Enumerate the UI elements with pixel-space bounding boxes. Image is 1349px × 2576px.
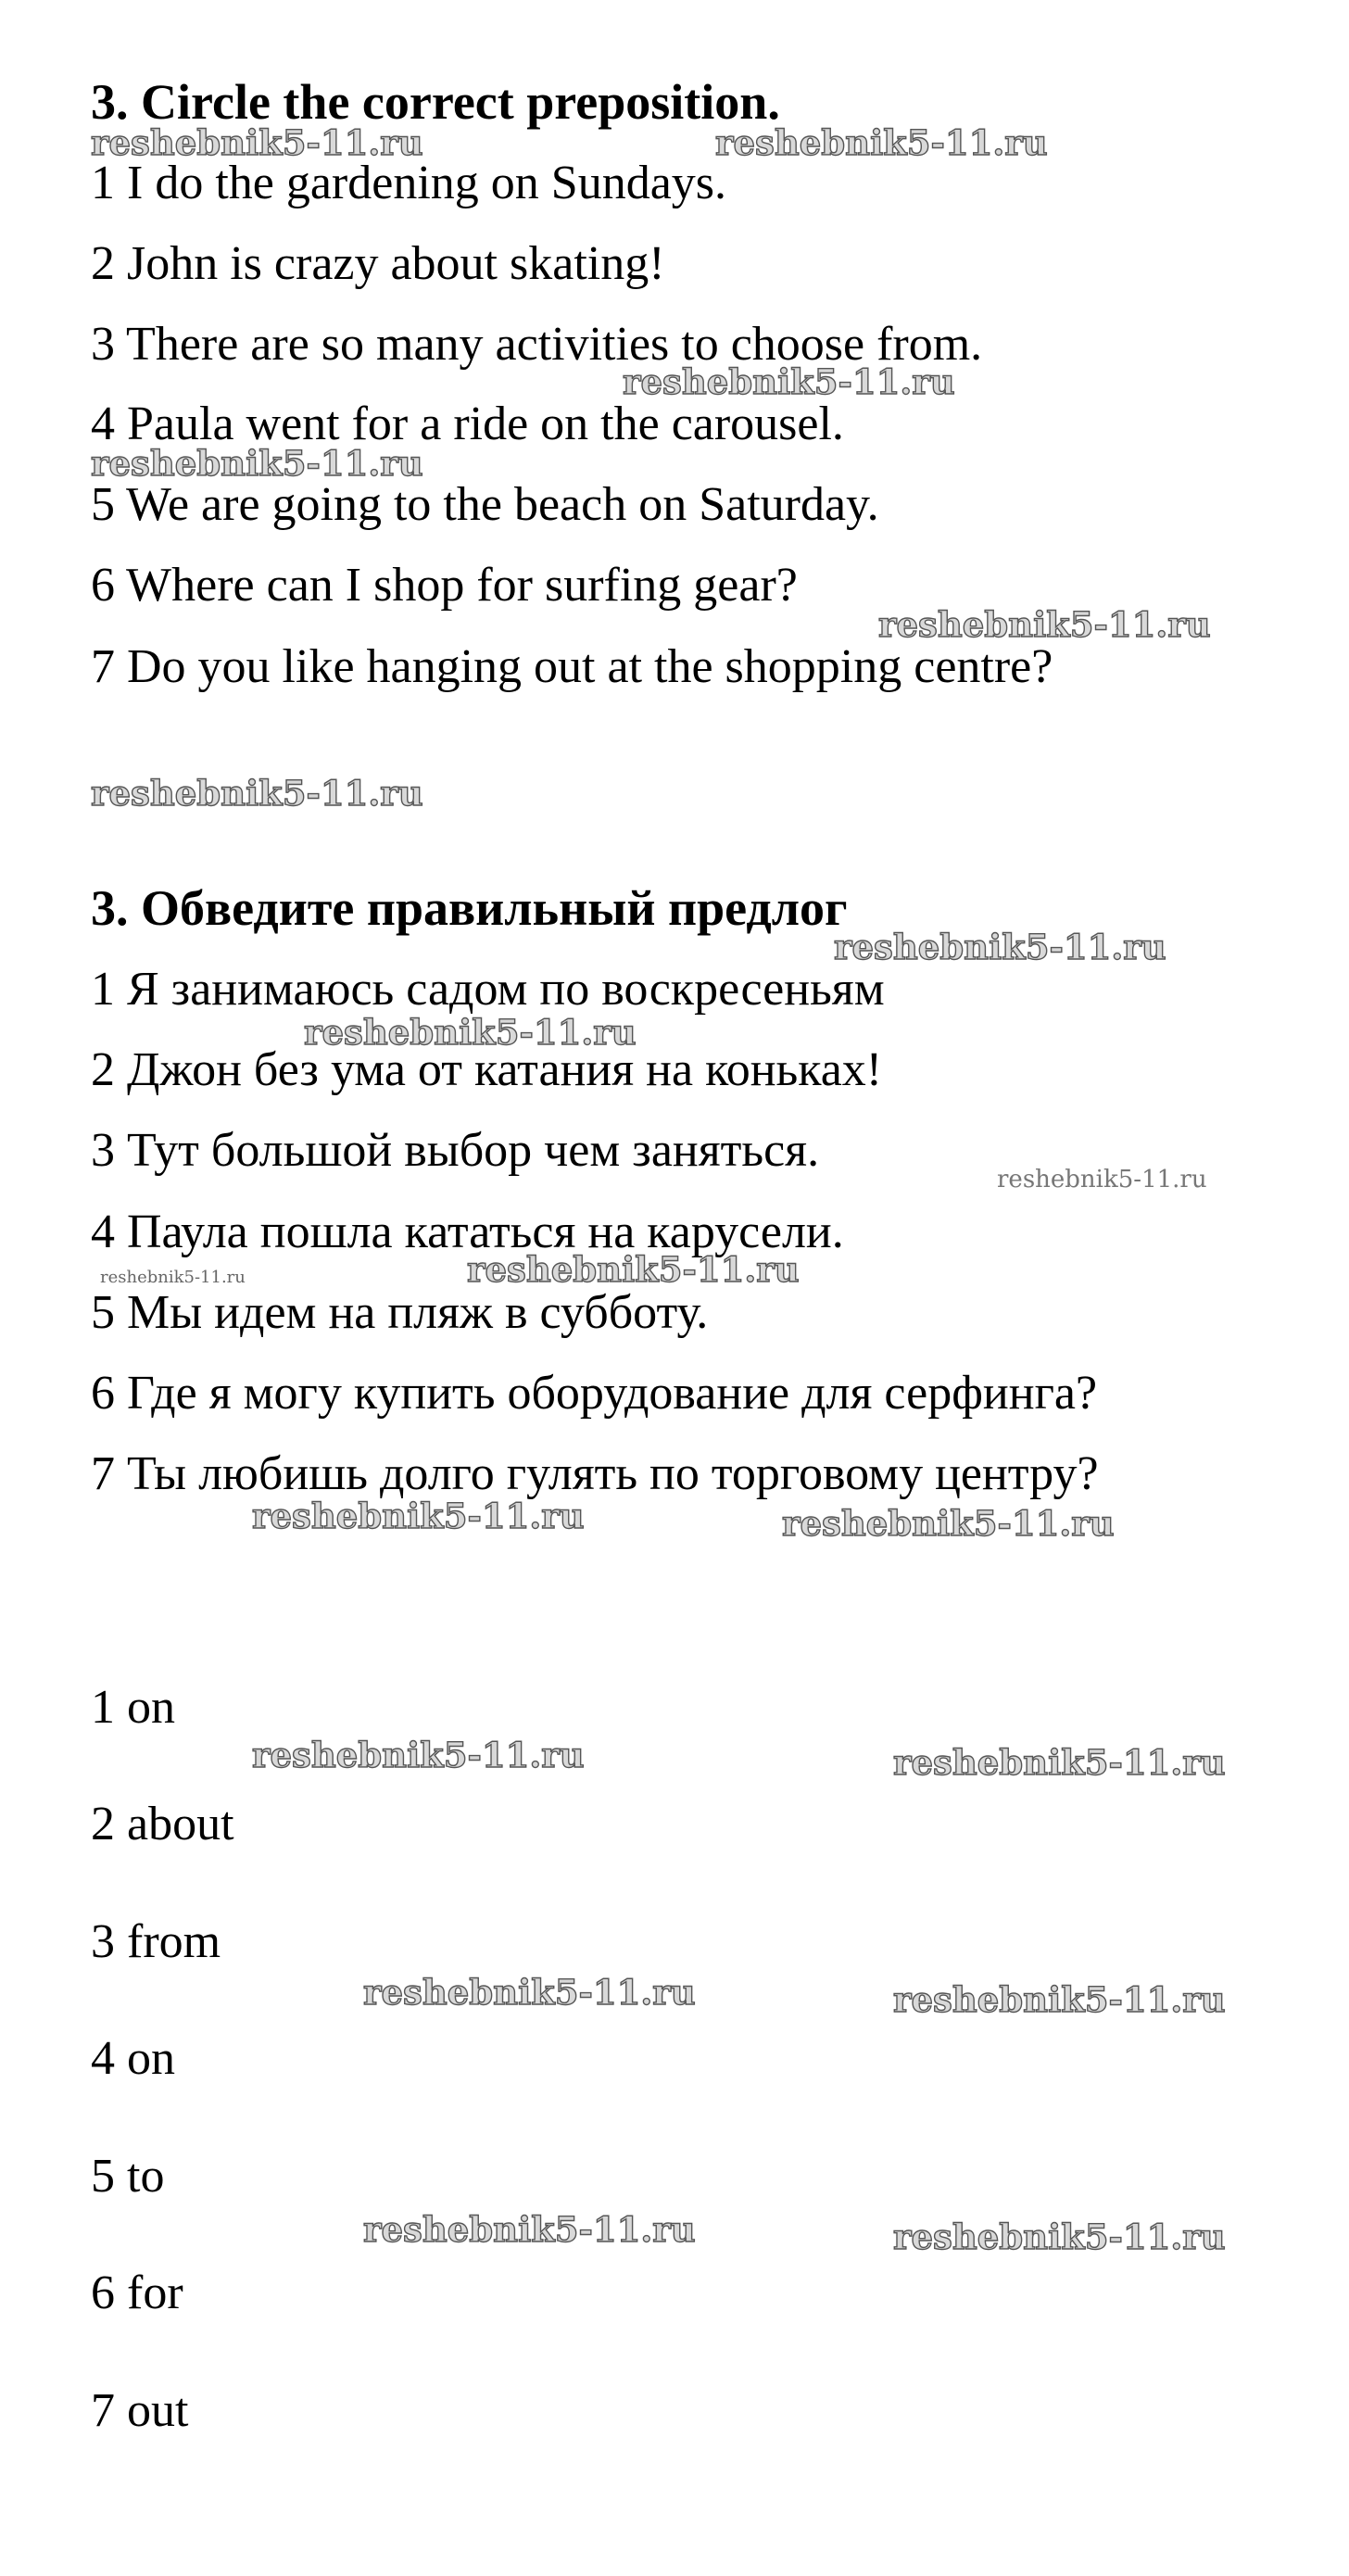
watermark: reshebnik5-11.ru xyxy=(834,927,1166,967)
answer-3: 3 from xyxy=(91,1915,221,1968)
watermark: reshebnik5-11.ru xyxy=(893,2216,1226,2257)
watermark: reshebnik5-11.ru xyxy=(91,122,423,163)
russian-sentence-3: 3 Тут большой выбор чем заняться. xyxy=(91,1124,820,1177)
watermark: reshebnik5-11.ru xyxy=(893,1742,1226,1783)
watermark: reshebnik5-11.ru xyxy=(878,604,1211,645)
answer-1: 1 on xyxy=(91,1681,175,1734)
watermark: reshebnik5-11.ru xyxy=(363,1972,696,2013)
watermark: reshebnik5-11.ru xyxy=(997,1166,1207,1193)
russian-sentence-4: 4 Паула пошла кататься на карусели. xyxy=(91,1206,844,1258)
watermark: reshebnik5-11.ru xyxy=(91,773,423,814)
russian-heading: 3. Обведите правильный предлог xyxy=(91,880,848,936)
watermark: reshebnik5-11.ru xyxy=(304,1012,637,1053)
english-sentence-7: 7 Do you like hanging out at the shopping centre? xyxy=(91,640,1053,693)
watermark: reshebnik5-11.ru xyxy=(467,1249,800,1290)
english-sentence-5: 5 We are going to the beach on Saturday. xyxy=(91,478,879,531)
russian-sentence-2: 2 Джон без ума от катания на коньках! xyxy=(91,1043,883,1096)
english-sentence-2: 2 John is crazy about skating! xyxy=(91,237,665,290)
watermark: reshebnik5-11.ru xyxy=(623,361,955,402)
watermark: reshebnik5-11.ru xyxy=(893,1979,1226,2020)
english-sentence-6: 6 Where can I shop for surfing gear? xyxy=(91,559,798,612)
watermark: reshebnik5-11.ru xyxy=(91,443,423,484)
answer-5: 5 to xyxy=(91,2150,165,2203)
watermark: reshebnik5-11.ru xyxy=(782,1503,1115,1544)
english-sentence-1: 1 I do the gardening on Sundays. xyxy=(91,157,727,209)
russian-sentence-5: 5 Мы идем на пляж в субботу. xyxy=(91,1286,709,1339)
watermark: reshebnik5-11.ru xyxy=(715,122,1048,163)
watermark: reshebnik5-11.ru xyxy=(252,1496,585,1536)
answer-4: 4 on xyxy=(91,2032,175,2085)
watermark: reshebnik5-11.ru xyxy=(252,1735,585,1775)
russian-sentence-7: 7 Ты любишь долго гулять по торговому центру? xyxy=(91,1447,1099,1500)
answer-6: 6 for xyxy=(91,2267,183,2319)
watermark: reshebnik5-11.ru xyxy=(100,1268,246,1287)
russian-sentence-1: 1 Я занимаюсь садом по воскресеньям xyxy=(91,963,885,1016)
russian-sentence-6: 6 Где я могу купить оборудование для серфинга? xyxy=(91,1367,1098,1420)
answer-7: 7 out xyxy=(91,2384,189,2437)
watermark: reshebnik5-11.ru xyxy=(363,2209,696,2250)
english-sentence-3: 3 There are so many activities to choose from. xyxy=(91,318,983,371)
english-sentence-4: 4 Paula went for a ride on the carousel. xyxy=(91,398,844,450)
english-heading: 3. Circle the correct preposition. xyxy=(91,74,780,130)
answer-2: 2 about xyxy=(91,1798,234,1850)
